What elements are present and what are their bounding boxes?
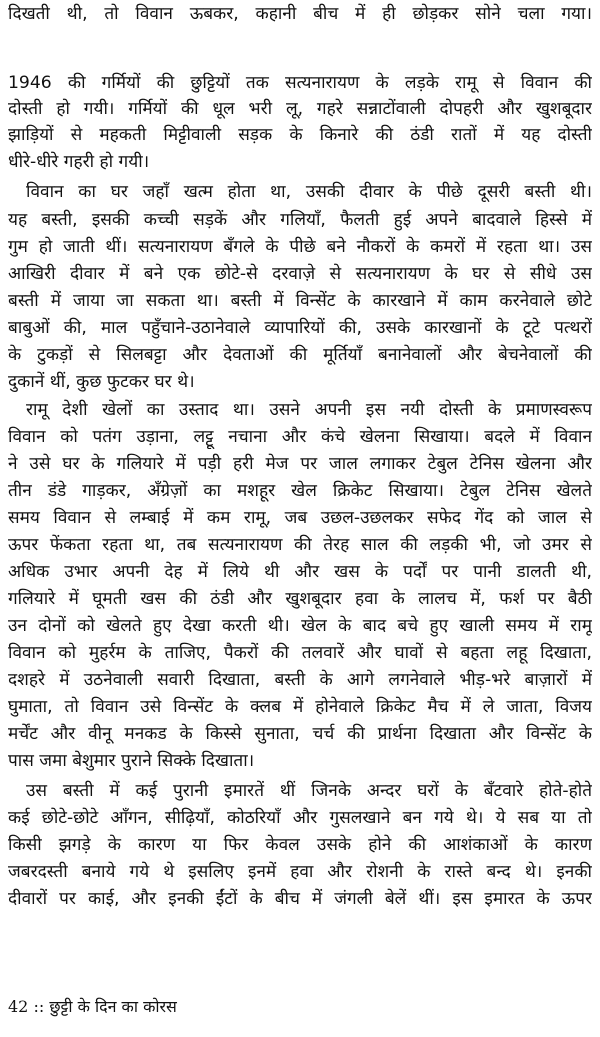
- text-line: के टुकड़ों से सिलबट्टा और देवताओं की मूर्तियाँ बनानेवालों और बेचनेवालों की: [8, 345, 592, 365]
- text-line: मर्चेंट और वीनू मनकड के किस्से सुनाता, चर्च की प्रार्थना दिखाता और विन्सेंट के: [8, 724, 592, 744]
- text-line: विवान को पतंग उड़ाना, लट्टू नचाना और कंचे खेलना सिखाया। बदले में विवान: [8, 427, 592, 447]
- text-line: 1946 की गर्मियों की छुट्टियों तक सत्यनारायण के लड़के रामू से विवान की: [8, 73, 592, 93]
- text-line: झाड़ियों से महकती मिट्टीवाली सड़क के किनारे की ठंडी रातों में यह दोस्ती: [8, 125, 592, 145]
- text-line: तीन डंडे गाड़कर, अँग्रेज़ों का मशहूर खेल क्रिकेट सिखाया। टेबुल टेनिस खेलते: [8, 481, 592, 501]
- text-line: पास जमा बेशुमार पुराने सिक्के दिखाता।: [8, 751, 255, 771]
- text-line: गलियारे में घूमती खस की ठंडी और खुशबूदार हवा के लालच में, फर्श पर बैठी: [8, 589, 592, 609]
- text-line: उस बस्ती में कई पुरानी इमारतें थीं जिनके अन्दर घरों के बँटवारे होते-होते: [26, 781, 592, 801]
- text-line: दोस्ती हो गयी। गर्मियों की धूल भरी लू, गहरे सन्नाटोंवाली दोपहरी और खुशबूदार: [8, 99, 592, 119]
- text-line: रामू देशी खेलों का उस्ताद था। उसने अपनी इस नयी दोस्ती के प्रमाणस्वरूप: [26, 400, 592, 420]
- text-line: ने उसे घर के गलियारे में पड़ी हरी मेज पर जाल लगाकर टेबुल टेनिस खेलना और: [8, 454, 592, 474]
- text-line: विवान का घर जहाँ खत्म होता था, उसकी दीवार के पीछे दूसरी बस्ती थी।: [26, 182, 592, 202]
- text-line: दशहरे में उठनेवाली सवारी दिखाता, बस्ती के आगे लगनेवाले भीड़-भरे बाज़ारों में: [8, 670, 592, 690]
- text-line: जबरदस्ती बनाये गये थे इसलिए इनमें हवा और रोशनी के रास्ते बन्द थे। इनकी: [8, 862, 592, 882]
- text-line: विवान को मुहर्रम के ताजिए, पैकरों की तलवारें और घावों से बहता लहू दिखाता,: [8, 643, 592, 663]
- text-line: धीरे-धीरे गहरी हो गयी।: [8, 152, 150, 172]
- page-footer: 42 :: छुट्टी के दिन का कोरस: [8, 997, 177, 1016]
- text-line: दुकानें थीं, कुछ फुटकर घर थे।: [8, 372, 195, 392]
- text-line: आखिरी दीवार में बने एक छोटे-से दरवाज़े से सत्यनारायण के घर से सीधे उस: [8, 264, 592, 284]
- text-line: ऊपर फेंकता रहता था, तब सत्यनारायण की तेरह साल की लड़की भी, जो उमर से: [8, 535, 592, 555]
- text-line: किसी झगड़े के कारण या फिर केवल उसके होने की आशंकाओं के कारण: [8, 835, 592, 855]
- text-line: समय विवान से लम्बाई में कम रामू, जब उछल-उछलकर सफेद गेंद को जाल से: [8, 508, 592, 528]
- text-line: कई छोटे-छोटे आँगन, सीढ़ियाँ, कोठरियाँ और गुसलखाने बन गये थे। ये सब या तो: [8, 808, 592, 828]
- text-line: घुमाता, तो विवान उसे विन्सेंट के क्लब में होनेवाले क्रिकेट मैच में ले जाता, विजय: [8, 697, 592, 717]
- text-line: यह बस्ती, इसकी कच्ची सड़कें और गलियाँ, फैलती हुई अपने बादवाले हिस्से में: [8, 210, 592, 230]
- text-line: अधिक उभार अपनी देह में लिये थी और खस के पर्दों पर पानी डालती थी,: [8, 562, 592, 582]
- text-line: गुम हो जाती थीं। सत्यनारायण बँगले के पीछे बने नौकरों के कमरों में रहता था। उस: [8, 237, 592, 257]
- text-line: बाबुओं की, माल पहुँचाने-उठानेवाले व्यापारियों की, उसके कारखानों के टूटे पत्थरों: [8, 318, 592, 338]
- text-line: दिखती थी, तो विवान ऊबकर, कहानी बीच में ही छोड़कर सोने चला गया।: [8, 4, 592, 24]
- text-line: दीवारों पर काई, और इनकी ईंटों के बीच में जंगली बेलें थीं। इस इमारत के ऊपर: [8, 889, 592, 909]
- text-line: उन दोनों को खेलते हुए देखा करती थी। खेल के बाद बचे हुए खाली समय में रामू: [8, 616, 592, 636]
- text-line: बस्ती में जाया जा सकता था। बस्ती में विन्सेंट के कारखाने में काम करनेवाले छोटे: [8, 291, 592, 311]
